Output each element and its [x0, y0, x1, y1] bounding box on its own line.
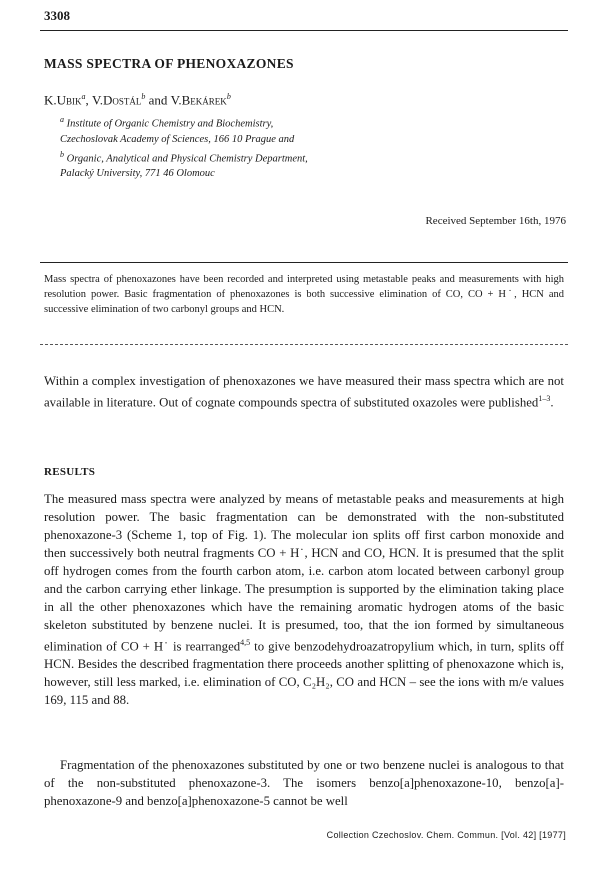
results-text-1a: The measured mass spectra were analyzed by means of metastable peaks and measurements at high resolution power. The basic fragmentation can be demonstrated with the non-substituted phenoxazone-3 (Scheme 1, top of Fig. 1). The molecular ion splits off first carbon monoxide and then successively both neutral fragments CO + H˙, HCN and CO, HCN. It is presumed that the split off hydrogen comes from the fourth carbon atom, i.e. carbon atom located between carbonyl group and the carbon carrying ether linkage. The presumption is supported by the elimination taking place in all the other phenoxazones which have the remaining aromatic hydrogen atoms of the basic skeleton substituted by benzene nuclei. It is presumed, too, that the ion formed by simultaneous elimination of CO + H˙ is rearranged — [44, 492, 564, 654]
header-rule — [40, 30, 568, 31]
affiliation-text: Institute of Organic Chemistry and Biochemistry, — [66, 118, 274, 130]
affiliation-line — [60, 112, 308, 132]
abstract-bottom-rule — [40, 344, 568, 345]
page-number: 3308 — [44, 8, 70, 23]
author-2: V.Dostál — [92, 92, 142, 108]
results-heading: RESULTS — [44, 466, 96, 478]
intro-end: . — [550, 395, 554, 410]
author-separator-2: and — [145, 92, 171, 108]
reference-mark: 1–3 — [538, 394, 551, 403]
affiliation-text: Organic, Analytical and Physical Chemistry Department, — [66, 153, 308, 164]
author-3-affil-mark: b — [226, 92, 231, 101]
affiliation-line — [60, 147, 308, 167]
article-title: MASS SPECTRA OF PHENOXAZONES — [44, 56, 294, 71]
intro-text: Within a complex investigation of phenoxazones we have measured their mass spectra which are not available in literature. Out of cognate compounds spectra of substituted oxazoles were published — [44, 374, 564, 410]
affiliations — [60, 112, 308, 181]
received-date: Received September 16th, 1976 — [425, 215, 566, 227]
affiliation-text: Palacký University, 771 46 Olomouc — [60, 168, 215, 179]
affiliation-line — [60, 132, 308, 147]
affiliation-line — [60, 166, 308, 181]
author-1: K.Ubik — [44, 92, 82, 108]
results-text-1b: to give benzodehydroazatropylium which, in turn, splits off HCN. Besides the described fragmentation there proceeds another splitting of phenoxazone which is, however, still less marked, i.e. elimination of CO, C₂H₂, CO and HCN – see the ions with m/e values 169, 115 and 88. — [44, 639, 564, 708]
results-paragraph-2: Fragmentation of the phenoxazones substituted by one or two benzene nuclei is analogous to that of the non-substituted phenoxazone-3. The isomers benzo[a]phenoxazone-10, benzo[a]-phenoxazone-9 and benzo[a]phenoxazone-5 cannot be well — [44, 758, 564, 808]
abstract-top-rule — [40, 262, 568, 263]
author-3: V.Bekárek — [170, 92, 227, 108]
author-1-affil-mark: a — [81, 92, 86, 101]
affiliation-mark: a — [60, 115, 64, 124]
results-paragraph-1 — [44, 490, 564, 709]
author-line — [44, 92, 231, 108]
author-2-affil-mark: b — [141, 92, 146, 101]
intro-paragraph — [44, 372, 564, 411]
affiliation-mark: b — [60, 149, 64, 159]
reference-mark: 4,5 — [240, 638, 251, 647]
author-separator-1: , — [85, 92, 93, 108]
abstract: Mass spectra of phenoxazones have been recorded and interpreted using metastable peaks and measurements with high resolution power. Basic fragmentation of phenoxazones is both successive elimination of CO, CO + H˙, HCN and successive elimination of two carbonyl groups and HCN. — [44, 274, 564, 315]
journal-footer: Collection Czechoslov. Chem. Commun. [Vol. 42] [1977] — [326, 830, 566, 840]
affiliation-text: Czechoslovak Academy of Sciences, 166 10 Prague and — [60, 133, 295, 145]
